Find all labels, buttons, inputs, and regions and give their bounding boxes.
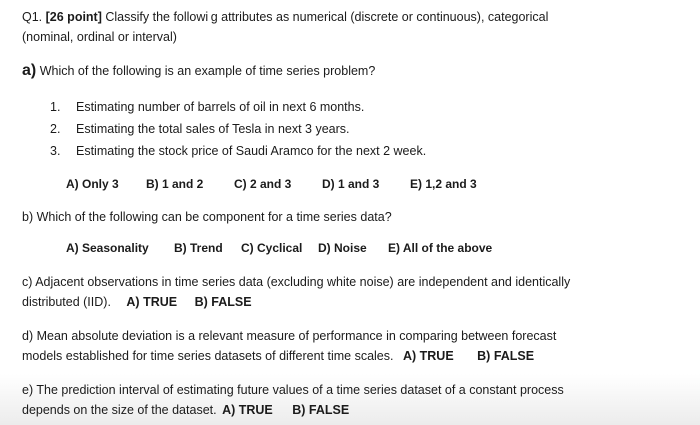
part-d-option-true: A) TRUE — [402, 349, 454, 363]
part-a-item-1 — [50, 100, 364, 115]
part-a-prompt — [22, 63, 375, 79]
part-b-option-b: B) Trend — [174, 241, 223, 255]
question-points: [26 point] — [45, 10, 102, 24]
part-b-prompt: b) Which of the following can be component for a time series data? — [22, 210, 392, 224]
list-number: 2. — [50, 122, 61, 136]
list-item-text: Estimating the stock price of Saudi Aramco for the next 2 week. — [76, 144, 427, 158]
part-e-text: depends on the size of the dataset. — [22, 403, 217, 417]
part-a-item-2 — [50, 122, 350, 137]
part-a-prompt-text: Which of the following is an example of time series problem? — [39, 64, 376, 78]
part-e-option-true: A) TRUE — [222, 403, 273, 417]
list-item-text: Estimating the total sales of Tesla in next 3 years. — [76, 122, 350, 136]
part-b-option-a: A) Seasonality — [66, 241, 149, 255]
part-d-text: models established for time series datasets of different time scales. — [22, 349, 394, 363]
part-b-option-c: C) Cyclical — [241, 241, 303, 255]
part-c-option-false: B) FALSE — [194, 295, 252, 309]
part-a-option-d: D) 1 and 3 — [322, 177, 380, 191]
part-d-line1: d) Mean absolute deviation is a relevant measure of performance in comparing between forecast — [22, 329, 557, 343]
part-c-line2 — [22, 295, 252, 310]
question-header-line1 — [22, 10, 548, 25]
part-c-line1: c) Adjacent observations in time series data (excluding white noise) are independent and identically — [22, 275, 571, 289]
list-number: 1. — [50, 100, 61, 114]
part-b-option-d: D) Noise — [318, 241, 367, 255]
part-a-option-e: E) 1,2 and 3 — [410, 177, 477, 191]
question-instruction: Classify the followi g attributes as numerical (discrete or continuous), categorical — [105, 10, 549, 24]
part-b-option-e: E) All of the above — [388, 241, 493, 255]
part-d-line2 — [22, 349, 534, 364]
part-a-option-a: A) Only 3 — [66, 177, 119, 191]
part-e-line2 — [22, 403, 349, 418]
part-a-option-c: C) 2 and 3 — [234, 177, 292, 191]
question-header-line2: (nominal, ordinal or interval) — [22, 30, 177, 44]
list-number: 3. — [50, 144, 61, 158]
part-a-item-3 — [50, 144, 426, 159]
question-number: Q1. — [22, 10, 43, 24]
part-d-option-false: B) FALSE — [477, 349, 535, 363]
part-a-letter: a) — [22, 62, 37, 79]
part-c-option-true: A) TRUE — [126, 295, 178, 309]
part-e-option-false: B) FALSE — [292, 403, 350, 417]
part-c-text: distributed (IID). — [22, 295, 111, 309]
part-e-line1: e) The prediction interval of estimating future values of a time series dataset of a constant process — [22, 383, 564, 397]
list-item-text: Estimating number of barrels of oil in next 6 months. — [76, 100, 365, 114]
part-a-option-b: B) 1 and 2 — [146, 177, 204, 191]
